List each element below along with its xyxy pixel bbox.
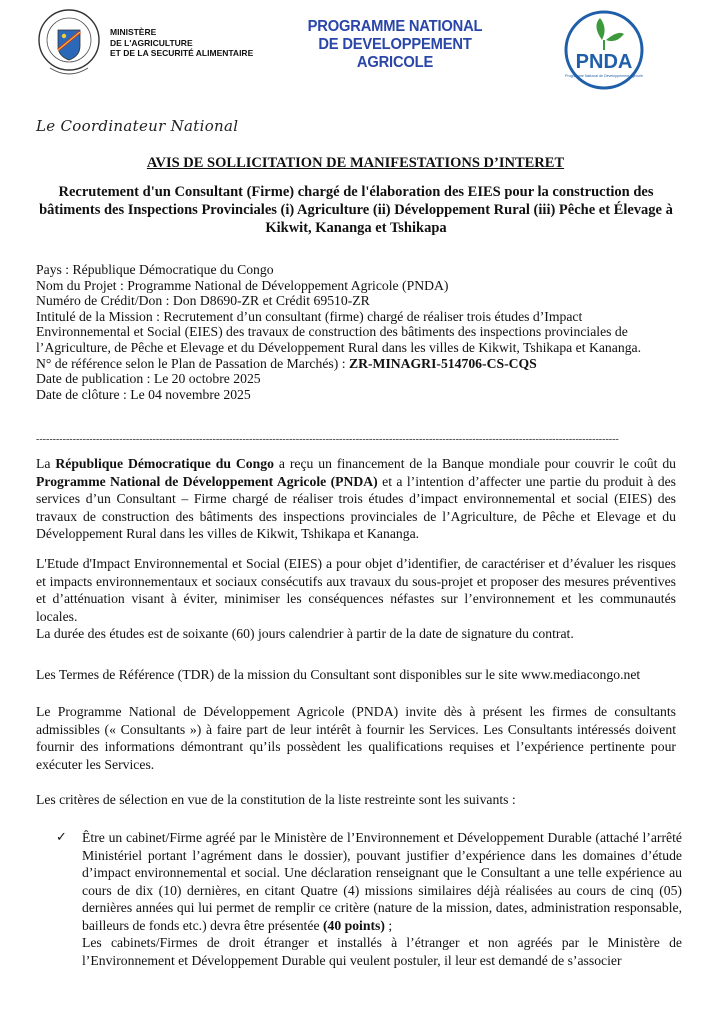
criteria-list: [56, 829, 682, 969]
criterion-1-end: ;: [384, 917, 393, 933]
criteria-intro: Les critères de sélection en vue de la constitution de la liste restreinte sont les suivants :: [36, 792, 516, 807]
funding-paragraph: [36, 455, 676, 543]
programme-line-1: PROGRAMME NATIONAL: [307, 18, 483, 35]
separator-line: -------------------------------------------------------------------------------------------------------------------------------------------------------------------------------: [36, 435, 619, 445]
svg-text:Programme National de Développ: Programme National de Développement Agricole: [565, 74, 643, 78]
ministry-line-2: DE L'AGRICULTURE: [110, 37, 193, 48]
funding-text-1: La: [36, 456, 56, 471]
programme-name-bold: Programme National de Développement Agricole (PNDA): [36, 473, 378, 489]
funding-text-3: et a l’intention d’affecter une partie du produit à des services d’un Consultant – Firme chargé de réaliser trois études d’impact environnemental et social (EIES) des travaux de construction des bâtiments des inspections provinciales de l’Agriculture, de Pêche et Elevage et du Développement Rural dans les villes de Kikwit, Tshikapa et Kananga.: [36, 473, 676, 541]
checkmark-icon: ✓: [56, 830, 67, 845]
notice-title: AVIS DE SOLLICITATION DE MANIFESTATIONS D’INTERET: [146, 155, 565, 171]
eies-objective: L'Etude d'Impact Environnemental et Social (EIES) a pour objet d’identifier, de caractériser et d’évaluer les risques et impacts environnementaux et sociaux consécutifs aux travaux du sous-projet et proposer des mesures préventives et d’atténuation visant à éviter, minimiser les conséquences néfastes sur l’environnement et les communautés locales.: [36, 556, 676, 624]
pnda-logo-icon: [556, 10, 652, 92]
reference-label: N° de référence selon le Plan de Passation de Marchés) :: [36, 355, 349, 371]
funding-text-2: a reçu un financement de la Banque mondiale pour couvrir le coût du: [273, 456, 677, 471]
criterion-1-foreign: Les cabinets/Firmes de droit étranger et installés à l’étranger et non agréés par le Ministère de l’Environnement et Développement Durable qui veulent postuler, il leur est demandé de s’associer: [82, 935, 682, 968]
project-line: Nom du Projet : Programme National de Développement Agricole (PNDA): [36, 277, 449, 293]
criterion-1: [82, 829, 682, 934]
svg-text:PNDA: PNDA: [575, 51, 633, 73]
country-line: Pays : République Démocratique du Congo: [36, 262, 274, 277]
ministry-line-1: MINISTÈRE: [110, 27, 157, 37]
ministry-line-3: ET DE LA SECURITÉ ALIMENTAIRE: [110, 48, 254, 58]
study-duration: La durée des études est de soixante (60) jours calendrier à partir de la date de signature du contrat.: [36, 626, 574, 641]
ministry-seal-icon: [36, 6, 102, 82]
programme-line-2: DE DEVELOPPEMENT: [318, 36, 472, 53]
project-details: [36, 262, 676, 402]
programme-name: [289, 18, 501, 72]
criterion-1-points: (40 points): [322, 917, 385, 933]
closing-date: Date de clôture : Le 04 novembre 2025: [36, 386, 251, 402]
publication-date: Date de publication : Le 20 octobre 2025: [36, 371, 261, 387]
credit-line: Numéro de Crédit/Don : Don D8690-ZR et Crédit 69510-ZR: [36, 293, 370, 309]
invitation-paragraph: Le Programme National de Développement Agricole (PNDA) invite dès à présent les firmes de consultants admissibles (« Consultants ») à faire part de leur intérêt à fournir les Services. Les Consultants intéressés doivent fournir des informations démontrant qu’ils possèdent les qualifications requises et l’expérience pertinente pour exécuter les Services.: [36, 704, 676, 772]
eies-paragraph: [36, 555, 676, 643]
notice-subtitle: Recrutement d'un Consultant (Firme) chargé de l'élaboration des EIES pour la construction des bâtiments des Inspections Provinciales (i) Agriculture (ii) Développement Rural (iii) Pêche et Élevage à Kikwit, Kananga et Tshikapa: [39, 184, 673, 236]
country-name: République Démocratique du Congo: [55, 456, 274, 471]
programme-line-3: AGRICOLE: [356, 54, 434, 71]
mission-line: Intitulé de la Mission : Recrutement d’un consultant (firme) chargé de réaliser trois études d’Impact Environnemental et Social (EIES) des travaux de construction des bâtiments des inspections provinciales de l’Agriculture, de Pêche et Elevage et du Développement Rural dans les villes de Kikwit, Tshikapa et Kananga.: [36, 308, 642, 355]
ministry-name: [110, 27, 253, 59]
criterion-1-text: Être un cabinet/Firme agréé par le Ministère de l’Environnement et Développement Durable (attaché l’arrêté Ministériel portant l’agrément dans le dossier), pouvant justifier d’expérience dans les domaines d’étude d’impact environnemental et social. Une déclaration renseignant que le Consultant a une telle expérience au cours de dix (10) dernières, en citant Quatre (4) missions similaires déjà réalisées au cours de cinq (05) dernières années qui lui permet de remplir ce critère (nature de la mission, dates, administration responsable, bailleurs de fonds etc.) devra être présentée: [82, 830, 682, 933]
reference-value: ZR-MINAGRI-514706-CS-CQS: [348, 355, 537, 371]
tdr-paragraph: Les Termes de Référence (TDR) de la mission du Consultant sont disponibles sur le site www.mediacongo.net: [36, 667, 641, 682]
reference-line: [36, 356, 676, 372]
coordinator-heading: Le Coordinateur National: [36, 117, 239, 135]
